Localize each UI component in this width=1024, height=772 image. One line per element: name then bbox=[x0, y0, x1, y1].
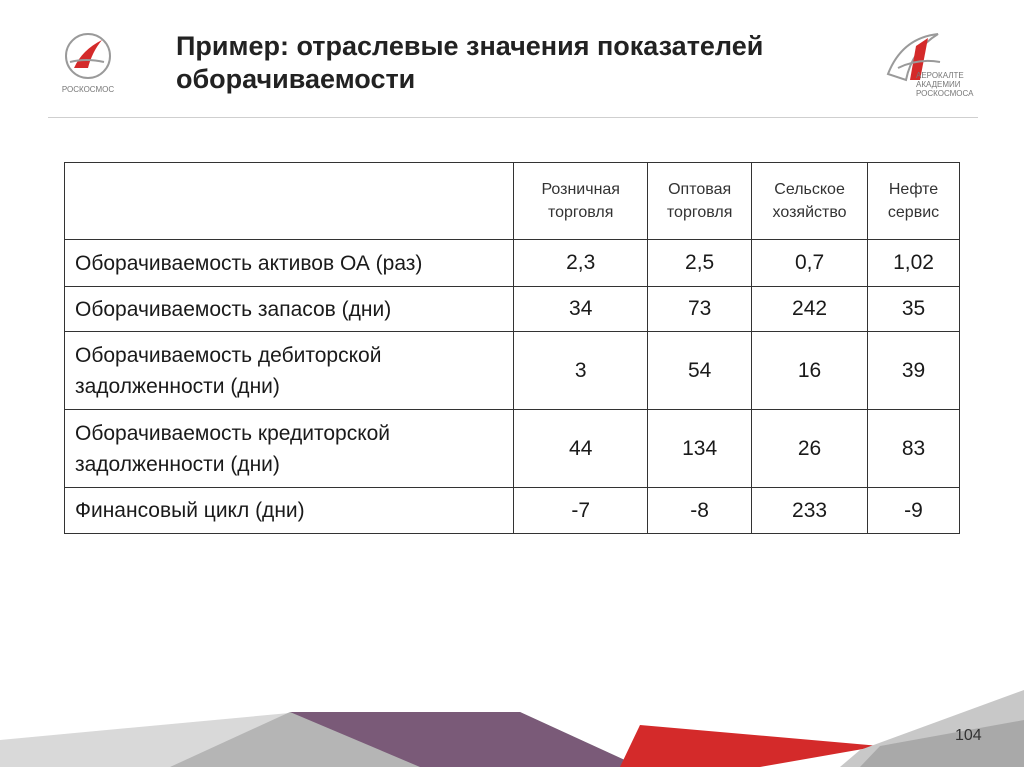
cell-value: 39 bbox=[868, 332, 960, 410]
academy-logo-line-1: АЕРОКАЛТЕ bbox=[916, 71, 964, 80]
header-wholesale: Оптовая торговля bbox=[648, 163, 752, 240]
table-row bbox=[65, 488, 960, 534]
page-title: Пример: отраслевые значения показателей оборачиваемости bbox=[176, 31, 764, 94]
cell-value: 242 bbox=[752, 287, 868, 332]
cell-value: 233 bbox=[752, 488, 868, 534]
turnover-table bbox=[64, 162, 960, 534]
cell-value: 134 bbox=[648, 410, 752, 488]
cell-value: 54 bbox=[648, 332, 752, 410]
cell-value: 3 bbox=[514, 332, 648, 410]
roscosmos-logo-icon bbox=[52, 28, 124, 98]
table-row bbox=[65, 240, 960, 287]
cell-value: 26 bbox=[752, 410, 868, 488]
footer-decoration bbox=[0, 650, 1024, 767]
cell-value: -8 bbox=[648, 488, 752, 534]
table-row bbox=[65, 332, 960, 410]
cell-value: -7 bbox=[514, 488, 648, 534]
cell-value: 73 bbox=[648, 287, 752, 332]
row-label: Оборачиваемость дебиторской задолженности (дни) bbox=[65, 332, 514, 410]
header-divider bbox=[48, 117, 978, 118]
table-row bbox=[65, 287, 960, 332]
roscosmos-logo bbox=[52, 28, 124, 98]
cell-value: 44 bbox=[514, 410, 648, 488]
cell-value: 35 bbox=[868, 287, 960, 332]
row-label: Оборачиваемость запасов (дни) bbox=[65, 287, 514, 332]
academy-logo-icon bbox=[880, 28, 990, 108]
cell-value: 0,7 bbox=[752, 240, 868, 287]
row-label: Финансовый цикл (дни) bbox=[65, 488, 514, 534]
footer-shapes bbox=[0, 650, 1024, 767]
header-agriculture: Сельское хозяйство bbox=[752, 163, 868, 240]
cell-value: 83 bbox=[868, 410, 960, 488]
cell-value: 1,02 bbox=[868, 240, 960, 287]
cell-value: 2,5 bbox=[648, 240, 752, 287]
header-cell-empty bbox=[65, 163, 514, 240]
academy-logo bbox=[880, 28, 990, 108]
row-label: Оборачиваемость кредиторской задолженности (дни) bbox=[65, 410, 514, 488]
table-header-row bbox=[65, 163, 960, 240]
academy-logo-line-2: АКАДЕМИИ bbox=[916, 80, 961, 89]
roscosmos-logo-text: РОСКОСМОС bbox=[61, 85, 115, 94]
table-row bbox=[65, 410, 960, 488]
cell-value: 16 bbox=[752, 332, 868, 410]
header-retail: Розничная торговля bbox=[514, 163, 648, 240]
page-number: 104 bbox=[955, 727, 982, 744]
row-label: Оборачиваемость активов ОА (раз) bbox=[65, 240, 514, 287]
cell-value: -9 bbox=[868, 488, 960, 534]
header-oil-service: Нефте сервис bbox=[868, 163, 960, 240]
cell-value: 34 bbox=[514, 287, 648, 332]
cell-value: 2,3 bbox=[514, 240, 648, 287]
academy-logo-line-3: РОСКОСМОСА bbox=[916, 89, 974, 98]
